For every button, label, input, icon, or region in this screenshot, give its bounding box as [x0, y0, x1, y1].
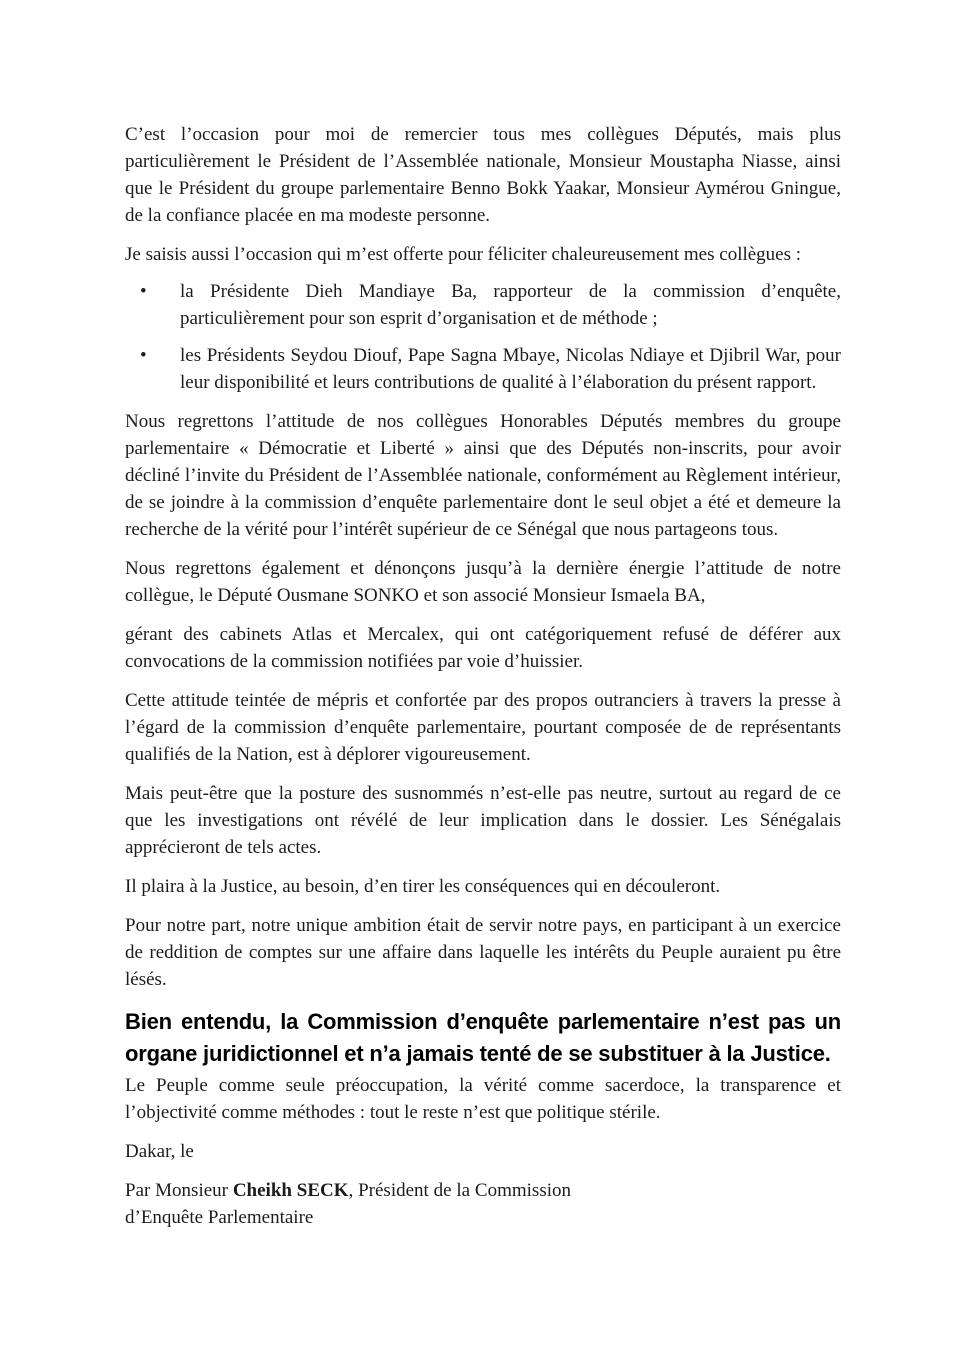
- list-item-presidents: [125, 342, 841, 396]
- paragraph-regret-sonko: Nous regrettons également et dénonçons jusqu’à la dernière énergie l’attitude de notre collègue, le Député Ousmane SONKO et son associé Monsieur Ismaela BA,: [125, 558, 841, 606]
- signature-block: [125, 1177, 571, 1231]
- signature-name: Cheikh SECK: [232, 1180, 349, 1201]
- paragraph-ambition: Pour notre part, notre unique ambition était de servir notre pays, en participant à un exercice de reddition de comptes sur une affaire dans laquelle les intérêts du Peuple auraient pu être lésés.: [125, 915, 841, 990]
- bullet-text-presidente: la Présidente Dieh Mandiaye Ba, rapporteur de la commission d’enquête, particulièrement pour son esprit d’organisation et de méthode ;: [180, 281, 841, 329]
- bullet-icon: •: [140, 345, 147, 366]
- paragraph-justice: Il plaira à la Justice, au besoin, d’en tirer les conséquences qui en découleront.: [125, 876, 721, 897]
- document-body: [125, 121, 841, 1231]
- paragraph-regret-group: Nous regrettons l’attitude de nos collègues Honorables Députés membres du groupe parlementaire « Démocratie et Liberté » ainsi que des Députés non-inscrits, pour avoir décliné l’invite du Président de l’Assemblée nationale, conformément au Règlement intérieur, de se joindre à la commission d’enquête parlementaire dont le seul objet a été et demeure la recherche de la vérité pour l’intérêt supérieur de ce Sénégal que nous partageons tous.: [125, 411, 841, 540]
- bullet-icon: •: [140, 281, 147, 302]
- paragraph-thanks: C’est l’occasion pour moi de remercier tous mes collègues Députés, mais plus particulièrement le Président de l’Assemblée nationale, Monsieur Moustapha Niasse, ainsi que le Président du groupe parlementaire Benno Bokk Yaakar, Monsieur Aymérou Gningue, de la confiance placée en ma modeste personne.: [125, 124, 841, 226]
- paragraph-attitude-mepris: Cette attitude teintée de mépris et confortée par des propos outranciers à travers la presse à l’égard de la commission d’enquête parlementaire, pourtant composée de de représentants qualifiés de la Nation, est à déplorer vigoureusement.: [125, 690, 841, 765]
- paragraph-gerant-cabinets: gérant des cabinets Atlas et Mercalex, qui ont catégoriquement refusé de déférer aux convocations de la commission notifiées par voie d’huissier.: [125, 624, 841, 672]
- paragraph-peuple-methodes: Le Peuple comme seule préoccupation, la vérité comme sacerdoce, la transparence et l’objectivité comme méthodes : tout le reste n’est que politique stérile.: [125, 1075, 841, 1123]
- signature-suffix: , Président de la Commission d’Enquête Parlementaire: [125, 1180, 572, 1228]
- paragraph-commission-statement: Bien entendu, la Commission d’enquête parlementaire n’est pas un organe juridictionnel et n’a jamais tenté de se substituer à la Justice.: [125, 1009, 841, 1066]
- dateline: Dakar, le: [125, 1141, 194, 1162]
- paragraph-posture: Mais peut-être que la posture des susnommés n’est-elle pas neutre, surtout au regard de ce que les investigations ont révélé de leur implication dans le dossier. Les Sénégalais apprécieront de tels actes.: [125, 783, 841, 858]
- signature-prefix: Par Monsieur: [125, 1180, 233, 1201]
- bullet-text-presidents: les Présidents Seydou Diouf, Pape Sagna Mbaye, Nicolas Ndiaye et Djibril War, pour leur disponibilité et leurs contributions de qualité à l’élaboration du présent rapport.: [180, 345, 841, 393]
- paragraph-felicitations-intro: Je saisis aussi l’occasion qui m’est offerte pour féliciter chaleureusement mes collègues :: [125, 244, 802, 265]
- list-item-presidente: [125, 278, 841, 332]
